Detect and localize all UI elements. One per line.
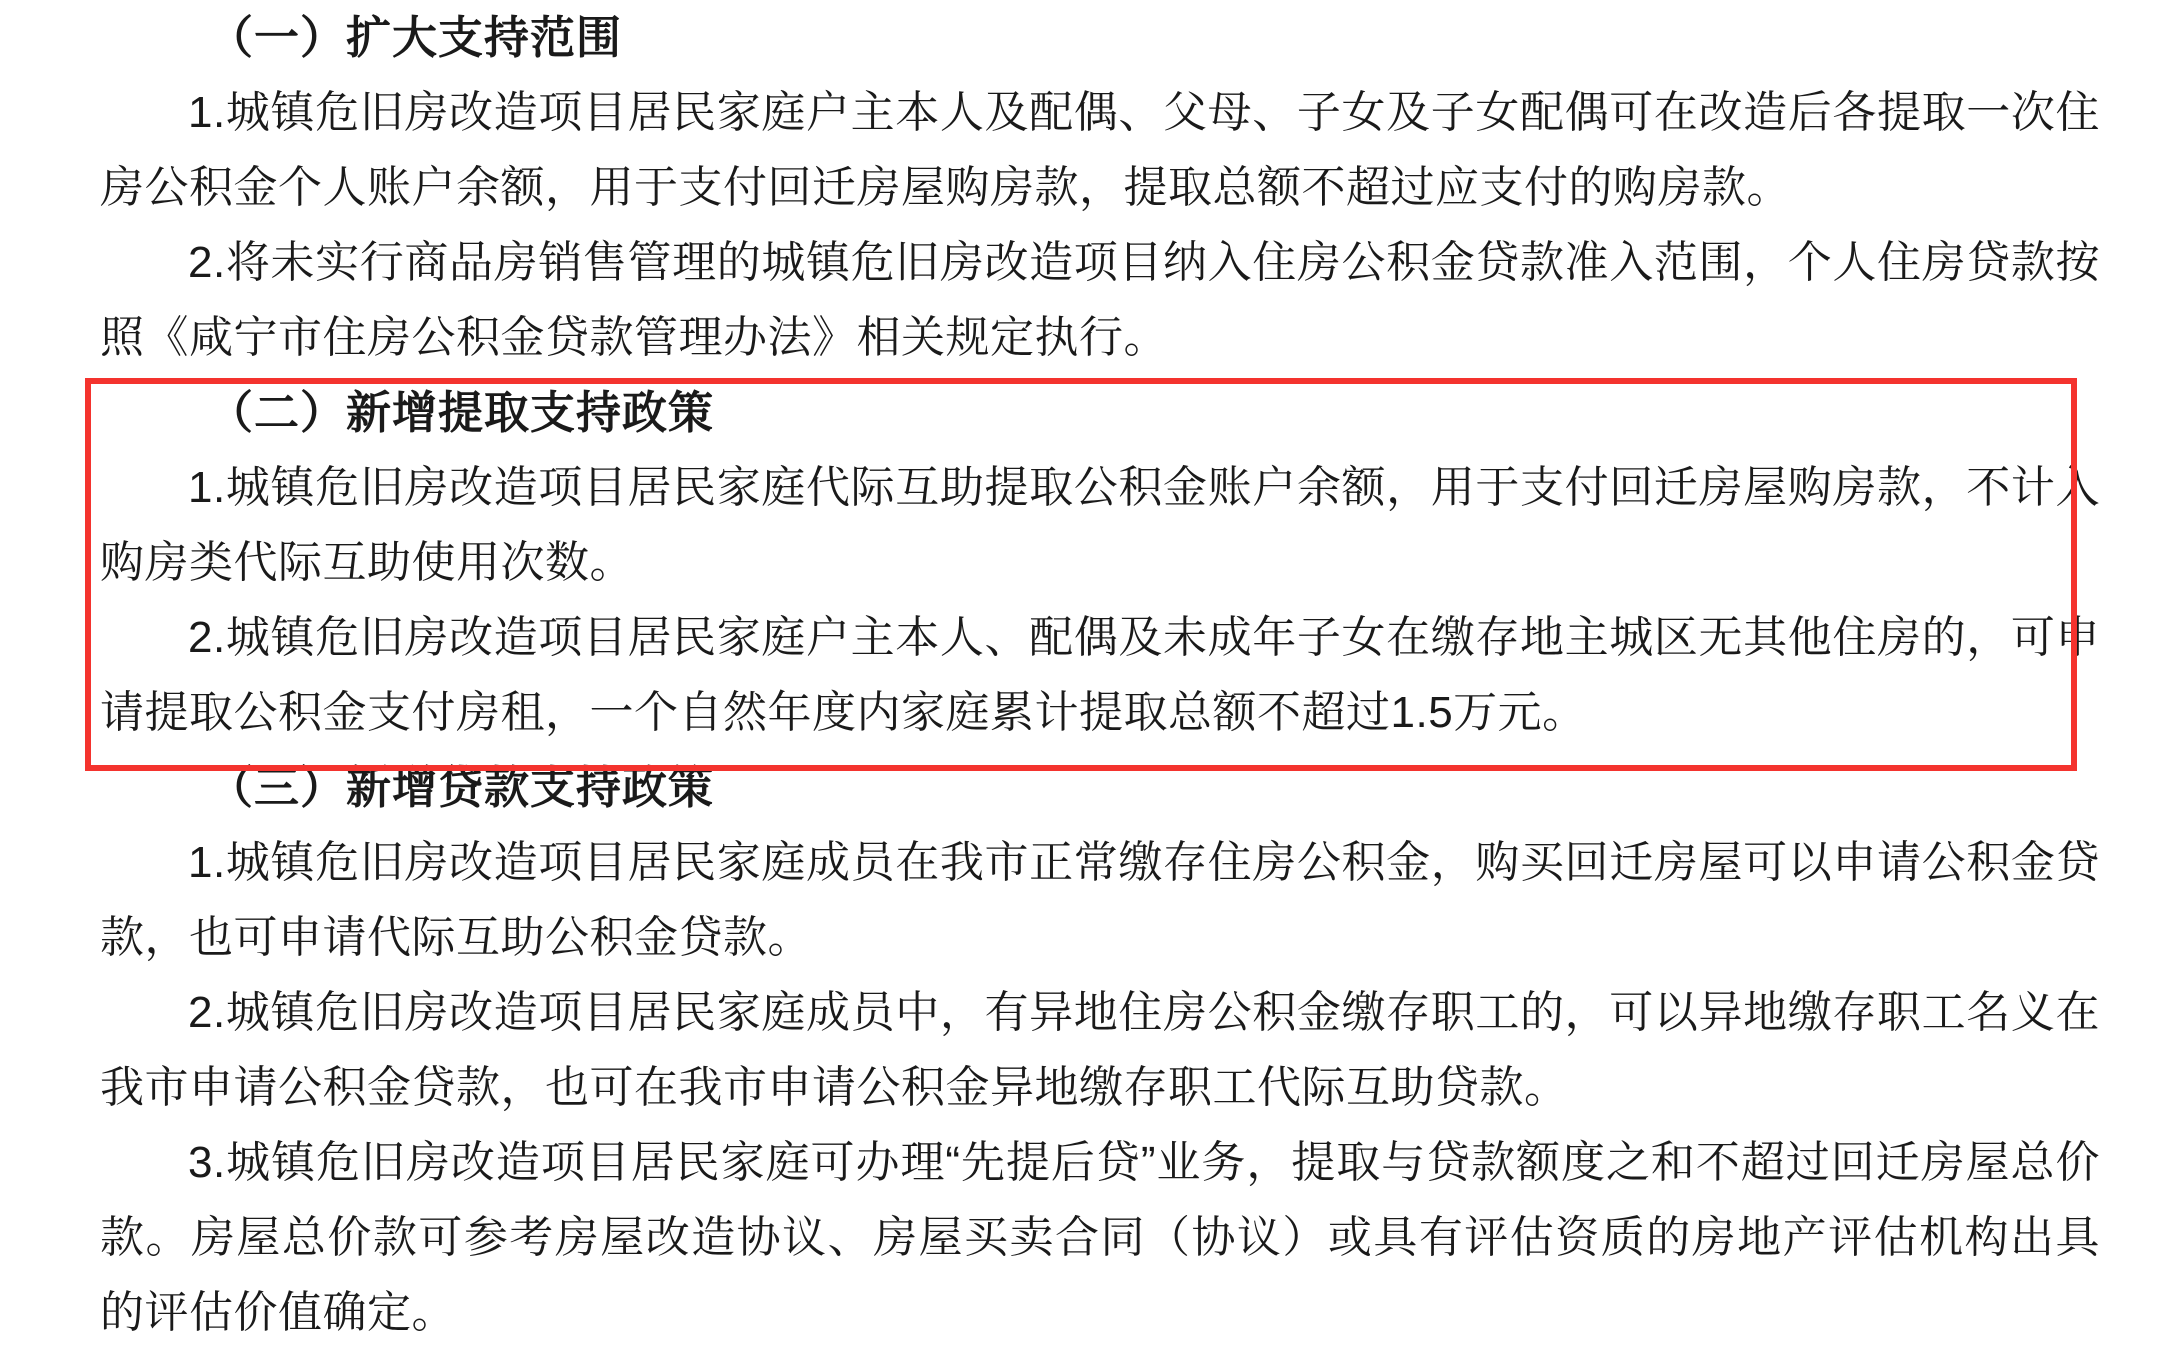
paragraph-1-2: 2.将未实行商品房销售管理的城镇危旧房改造项目纳入住房公积金贷款准入范围，个人住房贷款按照《咸宁市住房公积金贷款管理办法》相关规定执行。 [100,238,2100,362]
paragraph-3-1: 1.城镇危旧房改造项目居民家庭成员在我市正常缴存住房公积金，购买回迁房屋可以申请公积金贷款，也可申请代际互助公积金贷款。 [100,838,2100,962]
section-heading-3: （三）新增贷款支持政策 [208,762,715,813]
paragraph-3-3: 3.城镇危旧房改造项目居民家庭可办理“先提后贷”业务，提取与贷款额度之和不超过回迁房屋总价款。房屋总价款可参考房屋改造协议、房屋买卖合同（协议）或具有评估资质的房地产评估机构出具的评估价值确定。 [100,1138,2100,1337]
page-edge [2162,0,2170,1346]
paragraph-2-2: 2.城镇危旧房改造项目居民家庭户主本人、配偶及未成年子女在缴存地主城区无其他住房的，可申请提取公积金支付房租，一个自然年度内家庭累计提取总额不超过1.5万元。 [100,613,2100,737]
paragraph-2-1: 1.城镇危旧房改造项目居民家庭代际互助提取公积金账户余额，用于支付回迁房屋购房款，不计入购房类代际互助使用次数。 [100,463,2100,587]
paragraph-1-1: 1.城镇危旧房改造项目居民家庭户主本人及配偶、父母、子女及子女配偶可在改造后各提取一次住房公积金个人账户余额，用于支付回迁房屋购房款，提取总额不超过应支付的购房款。 [100,88,2100,212]
paragraph-3-2: 2.城镇危旧房改造项目居民家庭成员中，有异地住房公积金缴存职工的，可以异地缴存职工名义在我市申请公积金贷款，也可在我市申请公积金异地缴存职工代际互助贷款。 [100,988,2100,1112]
section-heading-1: （一）扩大支持范围 [208,12,623,63]
section-heading-2: （二）新增提取支持政策 [208,387,715,438]
